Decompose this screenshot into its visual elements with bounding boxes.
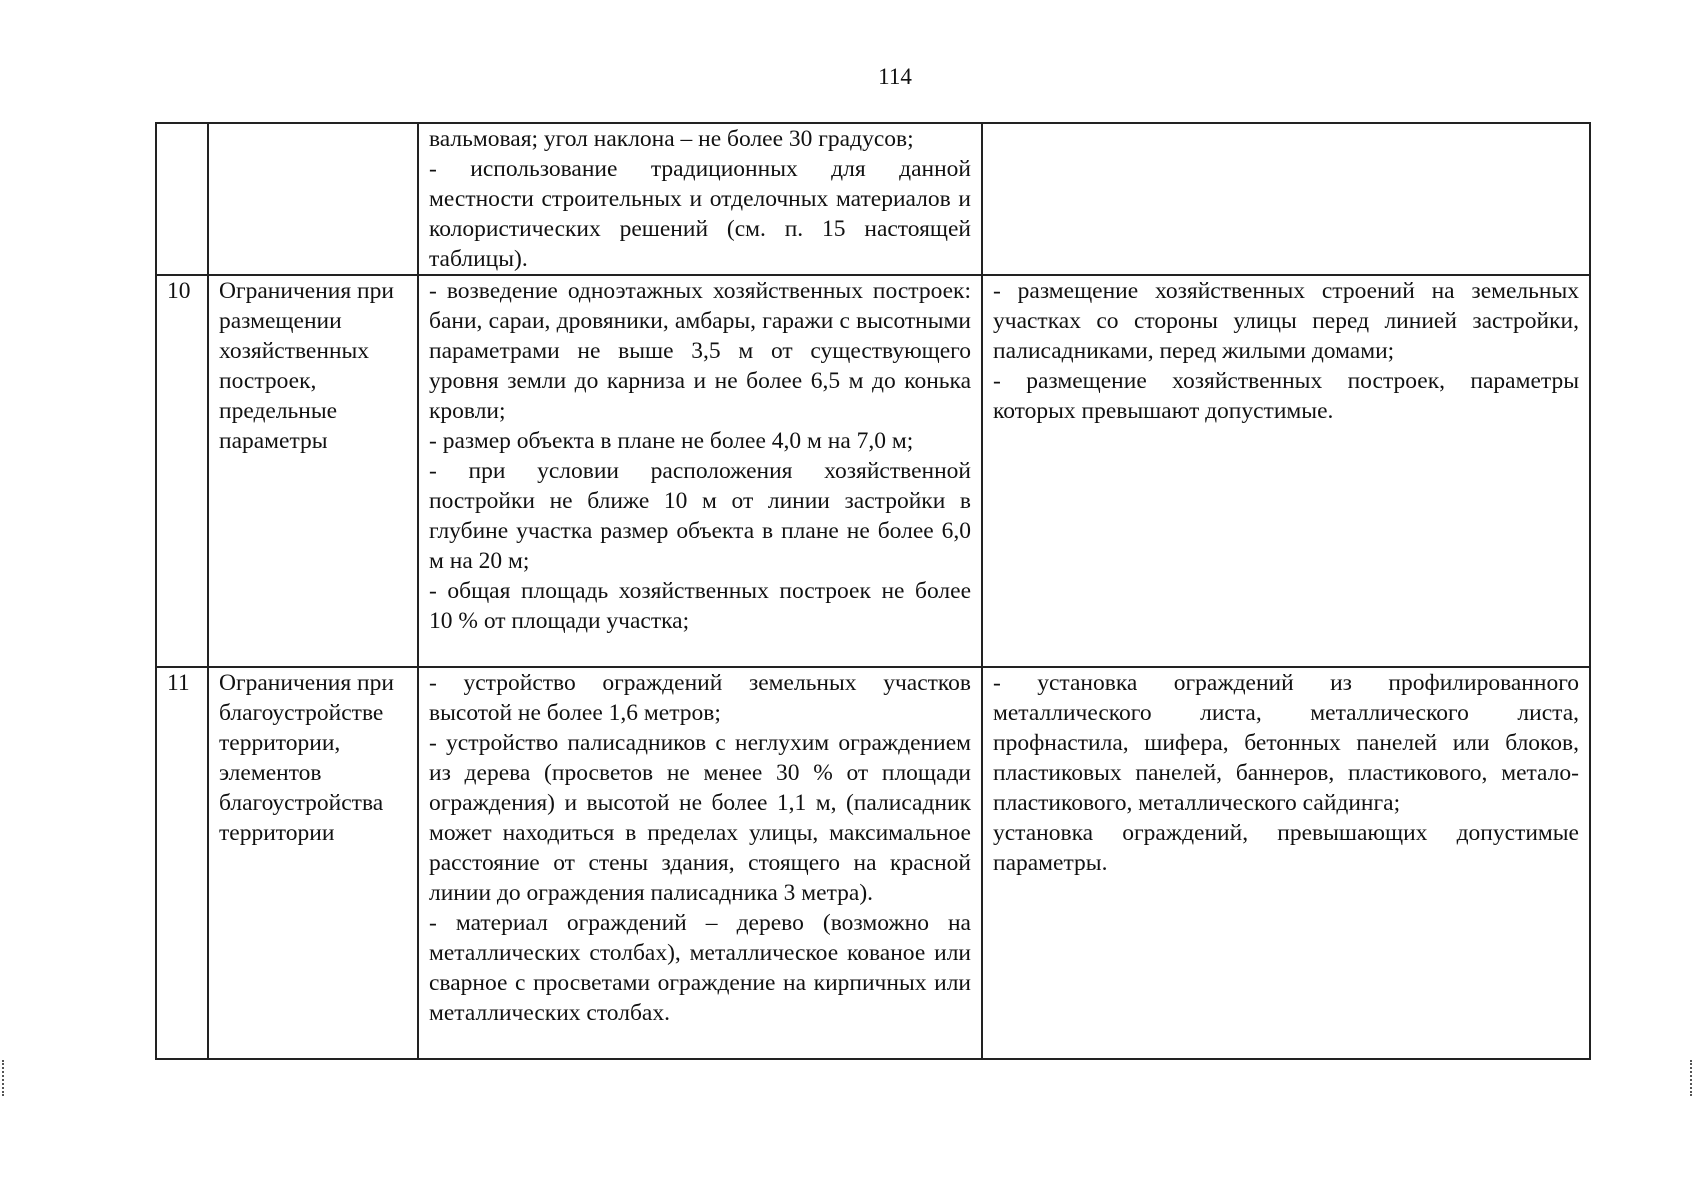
page-number: 114 xyxy=(878,64,912,89)
table-row xyxy=(156,275,1590,667)
row-name-cell: Ограничения при благоустройстве территории, элементов благоустройства территории xyxy=(208,667,418,1059)
forbidden-item: - размещение хозяйственных построек, параметры которых превышают допустимые. xyxy=(993,368,1579,424)
allowed-cell xyxy=(418,123,982,275)
table-row xyxy=(156,123,1590,275)
row-name-cell xyxy=(208,123,418,275)
allowed-item: - возведение одноэтажных хозяйственных построек: бани, сараи, дровяники, амбары, гаражи с высотными параметрами не выше 3,5 м от существующего уровня земли до карниза и не более 6,5 м до конька кровли; xyxy=(429,278,971,424)
forbidden-cell xyxy=(982,123,1590,275)
forbidden-cell xyxy=(982,667,1590,1059)
restrictions-table xyxy=(155,122,1591,1060)
row-number-cell: 11 xyxy=(156,667,208,1059)
allowed-item: - устройство палисадников с неглухим ограждением из дерева (просветов не менее 30 % от площади ограждения) и высотой не более 1,1 м, (палисадник может находиться в пределах улицы, максимальное расстояние от стены здания, стоящего на красной линии до ограждения палисадника 3 метра). xyxy=(429,730,971,906)
allowed-item: - использование традиционных для данной местности строительных и отделочных материалов и колористических решений (см. п. 15 настоящей таблицы). xyxy=(429,156,971,272)
allowed-item: - размер объекта в плане не более 4,0 м на 7,0 м; xyxy=(429,428,914,454)
row-name-cell: Ограничения при размещении хозяйственных построек, предельные параметры xyxy=(208,275,418,667)
allowed-item: - при условии расположения хозяйственной постройки не ближе 10 м от линии застройки в глубине участка размер объекта в плане не более 6,0 м на 20 м; xyxy=(429,458,971,574)
forbidden-item: - установка ограждений из профилированного металлического листа, металлического листа, профнастила, шифера, бетонных панелей или блоков, пластиковых панелей, баннеров, пластикового, метало-пластикового, металлического сайдинга; xyxy=(993,670,1579,816)
forbidden-cell xyxy=(982,275,1590,667)
allowed-item: - материал ограждений – дерево (возможно на металлических столбах), металлическое кованое или сварное с просветами ограждение на кирпичных или металлических столбах. xyxy=(429,910,971,1026)
allowed-cell xyxy=(418,275,982,667)
forbidden-item: - размещение хозяйственных строений на земельных участках со стороны улицы перед линией застройки, палисадниками, перед жилыми домами; xyxy=(993,278,1579,364)
table-row xyxy=(156,667,1590,1059)
allowed-item: - устройство ограждений земельных участков высотой не более 1,6 метров; xyxy=(429,670,971,726)
allowed-item: вальмовая; угол наклона – не более 30 градусов; xyxy=(429,126,914,152)
row-number-cell xyxy=(156,123,208,275)
scan-margin-mark-right xyxy=(1690,1060,1695,1096)
row-number-cell: 10 xyxy=(156,275,208,667)
forbidden-item: установка ограждений, превышающих допустимые параметры. xyxy=(993,820,1579,876)
allowed-item: - общая площадь хозяйственных построек не более 10 % от площади участка; xyxy=(429,578,971,634)
allowed-cell xyxy=(418,667,982,1059)
scan-margin-mark-left xyxy=(2,1060,7,1096)
